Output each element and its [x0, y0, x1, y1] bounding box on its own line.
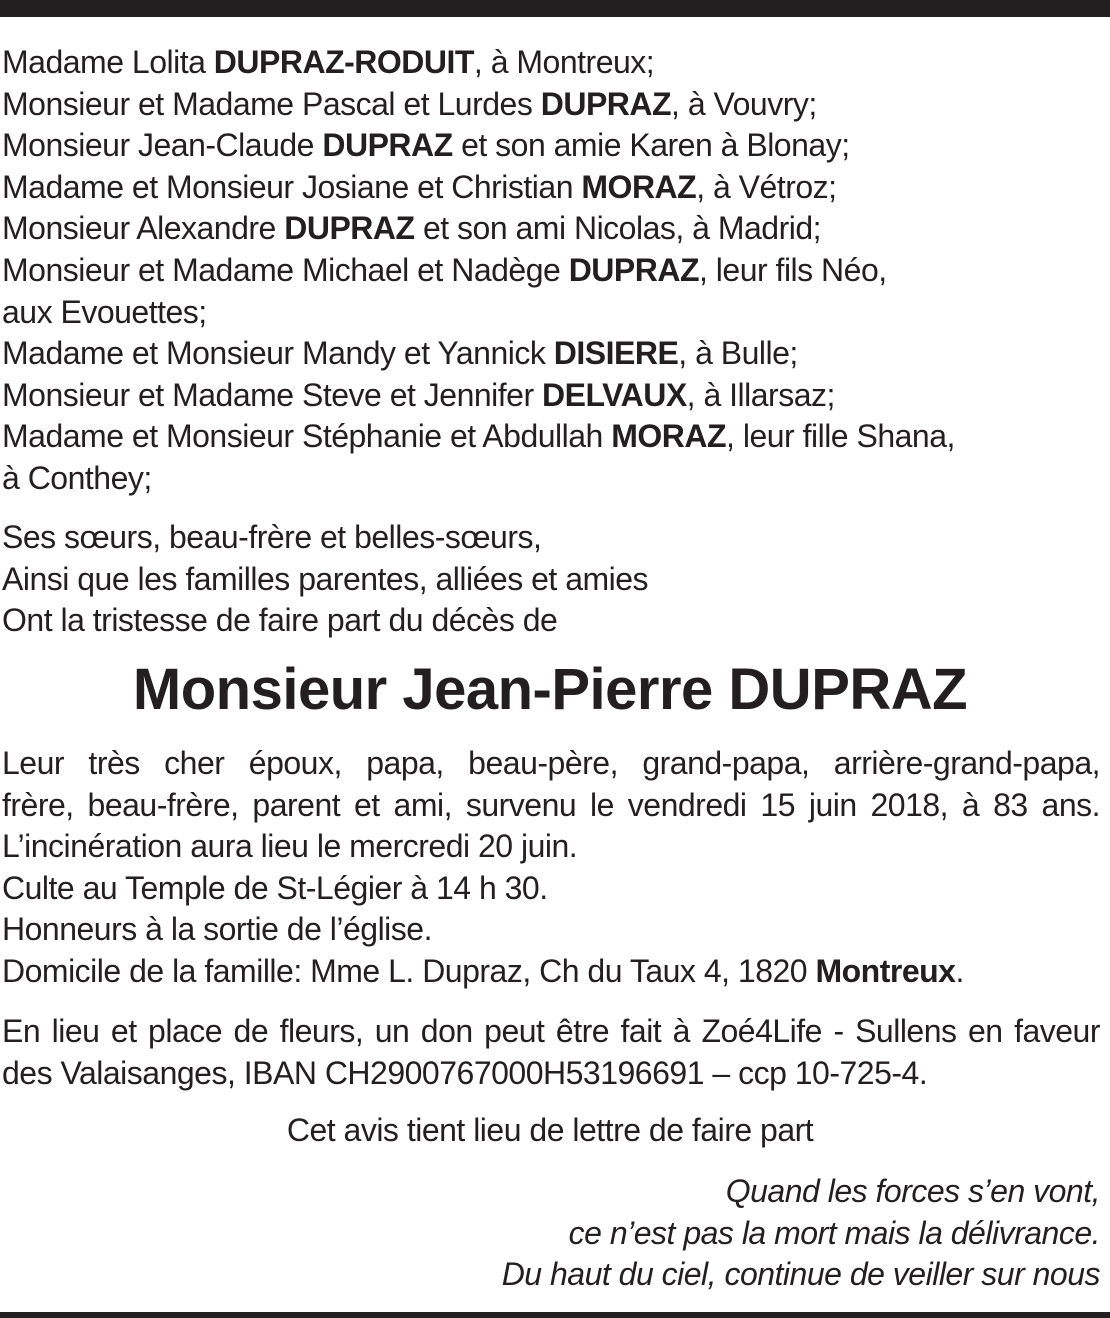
intro-line: Ont la tristesse de faire part du décès de	[2, 602, 558, 639]
family-line: Madame Lolita DUPRAZ-RODUIT, à Montreux;	[2, 44, 655, 80]
funeral-details	[2, 743, 1100, 993]
family-line: Madame et Monsieur Josiane et Christian MORAZ, à Vétroz;	[2, 168, 837, 205]
deceased-name: Monsieur Jean-Pierre DUPRAZ	[132, 657, 968, 722]
details-line: Honneurs à la sortie de l’église.	[2, 911, 432, 948]
family-line: Monsieur et Madame Michael et Nadège DUPRAZ, leur fils Néo,	[2, 251, 887, 288]
details-line: L’incinération aura lieu le mercredi 20 juin.	[2, 828, 578, 865]
poem-line: Quand les forces s’en vont,	[725, 1173, 1100, 1209]
intro-line: Ainsi que les familles parentes, alliées et amies	[2, 560, 649, 597]
family-line: Monsieur Jean-Claude DUPRAZ et son amie Karen à Blonay;	[2, 127, 850, 164]
bottom-rule	[0, 1312, 1110, 1318]
family-line: Madame et Monsieur Mandy et Yannick DISIERE, à Bulle;	[2, 335, 798, 372]
family-line: aux Evouettes;	[2, 293, 207, 330]
family-line: Monsieur Alexandre DUPRAZ et son ami Nicolas, à Madrid;	[2, 210, 822, 247]
details-line: Culte au Temple de St-Légier à 14 h 30.	[2, 869, 548, 906]
donation-text	[2, 1011, 1100, 1094]
donation-line: des Valaisanges, IBAN CH2900767000H53196691 – ccp 10-725-4.	[2, 1054, 928, 1091]
donation-line: En lieu et place de fleurs, un don peut être fait à Zoé4Life - Sullens en faveur	[2, 1013, 1100, 1049]
poem-line: Du haut du ciel, continue de veiller sur nous	[501, 1256, 1100, 1293]
details-line: frère, beau-frère, parent et ami, survenu le vendredi 15 juin 2018, à 83 ans.	[2, 786, 1100, 823]
family-line: Madame et Monsieur Stéphanie et Abdullah MORAZ, leur fille Shana,	[2, 418, 955, 455]
top-rule	[0, 0, 1110, 17]
family-line: Monsieur et Madame Steve et Jennifer DELVAUX, à Illarsaz;	[2, 376, 835, 413]
family-line: à Conthey;	[2, 459, 152, 496]
domicile-line: Domicile de la famille: Mme L. Dupraz, Ch du Taux 4, 1820 Montreux.	[2, 952, 964, 989]
family-line: Monsieur et Madame Pascal et Lurdes DUPRAZ, à Vouvry;	[2, 85, 817, 122]
poem	[502, 1171, 1100, 1296]
details-line: Leur très cher époux, papa, beau-père, grand-papa, arrière-grand-papa,	[2, 745, 1100, 781]
notice-text: Cet avis tient lieu de lettre de faire part	[286, 1112, 814, 1148]
intro-line: Ses sœurs, beau-frère et belles-sœurs,	[2, 519, 542, 555]
poem-line: ce n’est pas la mort mais la délivrance.	[568, 1214, 1100, 1251]
family-list	[2, 42, 1100, 500]
intro-text	[2, 517, 1100, 642]
